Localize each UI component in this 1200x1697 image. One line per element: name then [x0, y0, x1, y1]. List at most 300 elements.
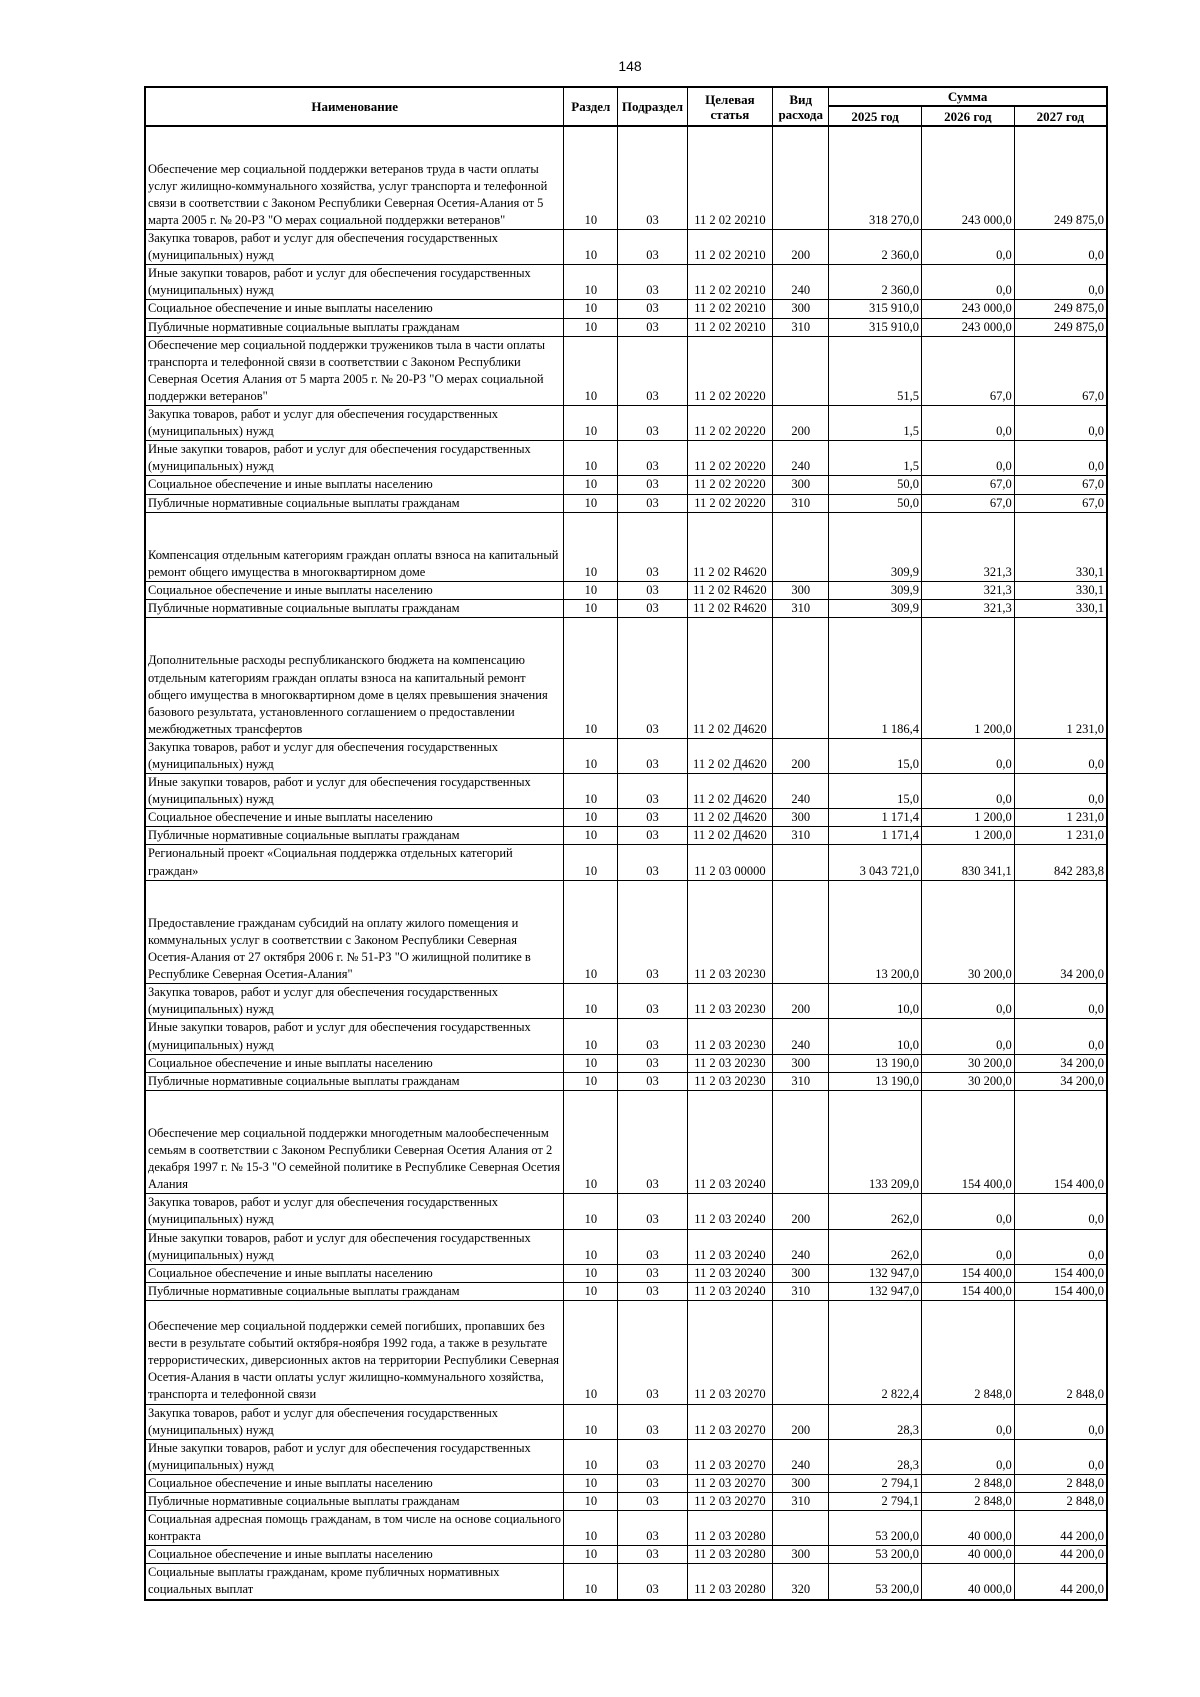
cell-sum-2027: 0,0 — [1014, 1229, 1107, 1264]
cell-sum-2027: 0,0 — [1014, 265, 1107, 300]
cell-sum-2025: 262,0 — [829, 1194, 922, 1229]
cell-sum-2025: 13 200,0 — [829, 880, 922, 984]
table-row — [145, 1546, 1107, 1564]
cell-vid-raskhoda — [773, 880, 829, 984]
header-podrazdel: Подраздел — [618, 87, 687, 126]
cell-celevaya-statya: 11 2 03 20240 — [687, 1264, 773, 1282]
cell-celevaya-statya: 11 2 03 20280 — [687, 1546, 773, 1564]
cell-sum-2026: 30 200,0 — [921, 1054, 1014, 1072]
cell-razdel: 10 — [564, 1546, 618, 1564]
cell-sum-2026: 321,3 — [921, 582, 1014, 600]
table-row — [145, 300, 1107, 318]
table-row — [145, 126, 1107, 230]
cell-sum-2027: 154 400,0 — [1014, 1090, 1107, 1194]
cell-sum-2027: 0,0 — [1014, 774, 1107, 809]
table-row — [145, 738, 1107, 773]
cell-sum-2025: 133 209,0 — [829, 1090, 922, 1194]
cell-sum-2026: 40 000,0 — [921, 1511, 1014, 1546]
cell-podrazdel: 03 — [618, 476, 687, 494]
cell-sum-2025: 2 360,0 — [829, 265, 922, 300]
cell-razdel: 10 — [564, 318, 618, 336]
cell-podrazdel: 03 — [618, 406, 687, 441]
cell-name: Социальная адресная помощь гражданам, в том числе на основе социального контракта — [145, 1511, 564, 1546]
cell-vid-raskhoda: 300 — [773, 582, 829, 600]
cell-podrazdel: 03 — [618, 1019, 687, 1054]
cell-sum-2025: 10,0 — [829, 984, 922, 1019]
cell-celevaya-statya: 11 2 03 20270 — [687, 1300, 773, 1404]
cell-podrazdel: 03 — [618, 845, 687, 880]
cell-razdel: 10 — [564, 1282, 618, 1300]
cell-sum-2025: 309,9 — [829, 582, 922, 600]
cell-name: Закупка товаров, работ и услуг для обеспечения государственных (муниципальных) нужд — [145, 1404, 564, 1439]
header-vid-raskhoda — [773, 87, 829, 126]
cell-sum-2025: 1 186,4 — [829, 618, 922, 739]
cell-celevaya-statya: 11 2 03 00000 — [687, 845, 773, 880]
cell-sum-2025: 315 910,0 — [829, 300, 922, 318]
header-vid-line2: расхода — [778, 106, 823, 122]
cell-celevaya-statya: 11 2 03 20270 — [687, 1439, 773, 1474]
cell-sum-2025: 309,9 — [829, 512, 922, 581]
cell-celevaya-statya: 11 2 02 20220 — [687, 441, 773, 476]
cell-sum-2026: 0,0 — [921, 1229, 1014, 1264]
header-year-2026: 2026 год — [921, 106, 1014, 126]
header-year-2027: 2027 год — [1014, 106, 1107, 126]
cell-sum-2025: 15,0 — [829, 738, 922, 773]
cell-vid-raskhoda: 310 — [773, 1072, 829, 1090]
cell-sum-2027: 34 200,0 — [1014, 1054, 1107, 1072]
cell-sum-2026: 243 000,0 — [921, 318, 1014, 336]
cell-vid-raskhoda: 300 — [773, 809, 829, 827]
cell-celevaya-statya: 11 2 02 Д4620 — [687, 618, 773, 739]
table-row — [145, 1493, 1107, 1511]
cell-name: Обеспечение мер социальной поддержки семей погибших, пропавших без вести в результате событий октября-ноября 1992 года, а также в результате террористических, диверсионных актов на территории Республики Северная Осетия-Алания в части оплаты услуг жилищно-коммунального хозяйства, транспорта и телефонной связи — [145, 1300, 564, 1404]
cell-podrazdel: 03 — [618, 512, 687, 581]
cell-razdel: 10 — [564, 880, 618, 984]
cell-sum-2026: 0,0 — [921, 1019, 1014, 1054]
cell-podrazdel: 03 — [618, 738, 687, 773]
cell-sum-2025: 28,3 — [829, 1439, 922, 1474]
cell-razdel: 10 — [564, 1072, 618, 1090]
cell-name: Публичные нормативные социальные выплаты гражданам — [145, 827, 564, 845]
cell-vid-raskhoda: 300 — [773, 476, 829, 494]
cell-podrazdel: 03 — [618, 1264, 687, 1282]
cell-podrazdel: 03 — [618, 1194, 687, 1229]
cell-celevaya-statya: 11 2 02 20220 — [687, 336, 773, 405]
cell-sum-2027: 1 231,0 — [1014, 618, 1107, 739]
cell-celevaya-statya: 11 2 03 20230 — [687, 1054, 773, 1072]
cell-razdel: 10 — [564, 1474, 618, 1492]
cell-sum-2025: 3 043 721,0 — [829, 845, 922, 880]
cell-razdel: 10 — [564, 1493, 618, 1511]
cell-razdel: 10 — [564, 1229, 618, 1264]
cell-celevaya-statya: 11 2 02 20210 — [687, 126, 773, 230]
table-row — [145, 1404, 1107, 1439]
cell-sum-2027: 34 200,0 — [1014, 880, 1107, 984]
cell-sum-2025: 315 910,0 — [829, 318, 922, 336]
cell-vid-raskhoda — [773, 1090, 829, 1194]
cell-sum-2025: 10,0 — [829, 1019, 922, 1054]
cell-vid-raskhoda: 310 — [773, 1493, 829, 1511]
cell-vid-raskhoda — [773, 1300, 829, 1404]
cell-name: Социальное обеспечение и иные выплаты населению — [145, 300, 564, 318]
table-row — [145, 809, 1107, 827]
cell-sum-2025: 309,9 — [829, 600, 922, 618]
cell-celevaya-statya: 11 2 03 20270 — [687, 1474, 773, 1492]
cell-sum-2026: 0,0 — [921, 738, 1014, 773]
cell-sum-2026: 0,0 — [921, 1194, 1014, 1229]
cell-sum-2027: 44 200,0 — [1014, 1564, 1107, 1600]
cell-razdel: 10 — [564, 582, 618, 600]
cell-vid-raskhoda: 200 — [773, 738, 829, 773]
cell-sum-2026: 321,3 — [921, 512, 1014, 581]
cell-vid-raskhoda: 240 — [773, 1229, 829, 1264]
table-row — [145, 230, 1107, 265]
cell-name: Закупка товаров, работ и услуг для обеспечения государственных (муниципальных) нужд — [145, 738, 564, 773]
cell-razdel: 10 — [564, 126, 618, 230]
table-header — [145, 87, 1107, 126]
cell-vid-raskhoda: 200 — [773, 230, 829, 265]
cell-vid-raskhoda: 200 — [773, 406, 829, 441]
cell-celevaya-statya: 11 2 03 20240 — [687, 1282, 773, 1300]
cell-name: Социальное обеспечение и иные выплаты населению — [145, 476, 564, 494]
cell-name: Дополнительные расходы республиканского бюджета на компенсацию отдельным категориям граждан оплаты взноса на капитальный ремонт общего имущества в многоквартирном доме в целях превышения значения базового результата, установленного соглашением о предоставлении межбюджетных трансфертов — [145, 618, 564, 739]
cell-podrazdel: 03 — [618, 600, 687, 618]
cell-vid-raskhoda: 300 — [773, 1054, 829, 1072]
cell-name: Иные закупки товаров, работ и услуг для обеспечения государственных (муниципальных) нужд — [145, 1439, 564, 1474]
cell-celevaya-statya: 11 2 02 20220 — [687, 494, 773, 512]
cell-sum-2027: 0,0 — [1014, 406, 1107, 441]
cell-razdel: 10 — [564, 738, 618, 773]
cell-podrazdel: 03 — [618, 300, 687, 318]
table-row — [145, 318, 1107, 336]
cell-razdel: 10 — [564, 512, 618, 581]
cell-sum-2027: 330,1 — [1014, 582, 1107, 600]
cell-razdel: 10 — [564, 476, 618, 494]
table-row — [145, 774, 1107, 809]
cell-sum-2027: 2 848,0 — [1014, 1493, 1107, 1511]
cell-sum-2026: 0,0 — [921, 774, 1014, 809]
cell-sum-2026: 0,0 — [921, 1404, 1014, 1439]
cell-sum-2026: 1 200,0 — [921, 618, 1014, 739]
cell-celevaya-statya: 11 2 03 20280 — [687, 1511, 773, 1546]
cell-name: Социальное обеспечение и иные выплаты населению — [145, 582, 564, 600]
table-row — [145, 1072, 1107, 1090]
cell-razdel: 10 — [564, 441, 618, 476]
cell-sum-2025: 53 200,0 — [829, 1564, 922, 1600]
cell-sum-2027: 34 200,0 — [1014, 1072, 1107, 1090]
cell-name: Публичные нормативные социальные выплаты гражданам — [145, 1493, 564, 1511]
cell-sum-2026: 830 341,1 — [921, 845, 1014, 880]
cell-podrazdel: 03 — [618, 336, 687, 405]
cell-sum-2025: 13 190,0 — [829, 1072, 922, 1090]
cell-name: Региональный проект «Социальная поддержка отдельных категорий граждан» — [145, 845, 564, 880]
cell-sum-2025: 262,0 — [829, 1229, 922, 1264]
table-body — [145, 126, 1107, 1600]
table-row — [145, 265, 1107, 300]
cell-name: Компенсация отдельным категориям граждан оплаты взноса на капитальный ремонт общего имущества в многоквартирном доме — [145, 512, 564, 581]
cell-razdel: 10 — [564, 1439, 618, 1474]
cell-vid-raskhoda: 300 — [773, 1264, 829, 1282]
cell-sum-2027: 44 200,0 — [1014, 1511, 1107, 1546]
cell-sum-2025: 13 190,0 — [829, 1054, 922, 1072]
cell-name: Социальное обеспечение и иные выплаты населению — [145, 809, 564, 827]
cell-celevaya-statya: 11 2 03 20270 — [687, 1404, 773, 1439]
cell-name: Закупка товаров, работ и услуг для обеспечения государственных (муниципальных) нужд — [145, 230, 564, 265]
cell-sum-2025: 15,0 — [829, 774, 922, 809]
cell-vid-raskhoda: 310 — [773, 318, 829, 336]
cell-razdel: 10 — [564, 618, 618, 739]
cell-sum-2027: 67,0 — [1014, 494, 1107, 512]
cell-name: Иные закупки товаров, работ и услуг для обеспечения государственных (муниципальных) нужд — [145, 1229, 564, 1264]
cell-name: Предоставление гражданам субсидий на оплату жилого помещения и коммунальных услуг в соответствии с Законом Республики Северная Осетия-Алания от 27 октября 2006 г. № 51-РЗ "О жилищной политике в Республике Северная Осетия-Алания" — [145, 880, 564, 984]
header-celevaya-line1: Целевая — [705, 91, 755, 107]
cell-vid-raskhoda: 200 — [773, 1404, 829, 1439]
cell-name: Иные закупки товаров, работ и услуг для обеспечения государственных (муниципальных) нужд — [145, 1019, 564, 1054]
cell-razdel: 10 — [564, 336, 618, 405]
table-row — [145, 1282, 1107, 1300]
cell-vid-raskhoda: 310 — [773, 494, 829, 512]
cell-podrazdel: 03 — [618, 1229, 687, 1264]
cell-sum-2026: 0,0 — [921, 1439, 1014, 1474]
cell-sum-2027: 0,0 — [1014, 738, 1107, 773]
cell-celevaya-statya: 11 2 02 20210 — [687, 230, 773, 265]
cell-sum-2026: 2 848,0 — [921, 1474, 1014, 1492]
table-row — [145, 441, 1107, 476]
table-row — [145, 406, 1107, 441]
cell-name: Социальное обеспечение и иные выплаты населению — [145, 1054, 564, 1072]
cell-razdel: 10 — [564, 494, 618, 512]
cell-sum-2027: 249 875,0 — [1014, 300, 1107, 318]
cell-razdel: 10 — [564, 1564, 618, 1600]
cell-sum-2027: 2 848,0 — [1014, 1474, 1107, 1492]
cell-vid-raskhoda — [773, 1511, 829, 1546]
cell-celevaya-statya: 11 2 02 Д4620 — [687, 827, 773, 845]
cell-sum-2025: 28,3 — [829, 1404, 922, 1439]
table-row — [145, 1194, 1107, 1229]
cell-podrazdel: 03 — [618, 809, 687, 827]
cell-podrazdel: 03 — [618, 582, 687, 600]
table-row — [145, 880, 1107, 984]
cell-sum-2026: 154 400,0 — [921, 1090, 1014, 1194]
cell-sum-2025: 2 822,4 — [829, 1300, 922, 1404]
cell-sum-2025: 53 200,0 — [829, 1511, 922, 1546]
cell-celevaya-statya: 11 2 03 20240 — [687, 1090, 773, 1194]
cell-podrazdel: 03 — [618, 1546, 687, 1564]
cell-sum-2026: 154 400,0 — [921, 1282, 1014, 1300]
table-row — [145, 1300, 1107, 1404]
cell-razdel: 10 — [564, 600, 618, 618]
cell-sum-2027: 67,0 — [1014, 336, 1107, 405]
table-row — [145, 512, 1107, 581]
cell-sum-2025: 1 171,4 — [829, 827, 922, 845]
cell-sum-2025: 132 947,0 — [829, 1282, 922, 1300]
cell-sum-2025: 2 360,0 — [829, 230, 922, 265]
cell-name: Закупка товаров, работ и услуг для обеспечения государственных (муниципальных) нужд — [145, 1194, 564, 1229]
cell-sum-2027: 249 875,0 — [1014, 318, 1107, 336]
cell-podrazdel: 03 — [618, 1493, 687, 1511]
cell-sum-2025: 1 171,4 — [829, 809, 922, 827]
cell-sum-2027: 0,0 — [1014, 984, 1107, 1019]
budget-table — [144, 86, 1108, 1601]
cell-sum-2026: 243 000,0 — [921, 300, 1014, 318]
cell-podrazdel: 03 — [618, 265, 687, 300]
table-row — [145, 476, 1107, 494]
cell-name: Закупка товаров, работ и услуг для обеспечения государственных (муниципальных) нужд — [145, 406, 564, 441]
cell-vid-raskhoda: 300 — [773, 1546, 829, 1564]
cell-podrazdel: 03 — [618, 230, 687, 265]
cell-name: Публичные нормативные социальные выплаты гражданам — [145, 1282, 564, 1300]
cell-sum-2027: 154 400,0 — [1014, 1282, 1107, 1300]
cell-sum-2027: 330,1 — [1014, 600, 1107, 618]
cell-celevaya-statya: 11 2 02 20210 — [687, 265, 773, 300]
table-row — [145, 1054, 1107, 1072]
cell-podrazdel: 03 — [618, 1090, 687, 1194]
cell-sum-2027: 1 231,0 — [1014, 827, 1107, 845]
cell-podrazdel: 03 — [618, 494, 687, 512]
cell-razdel: 10 — [564, 827, 618, 845]
cell-name: Публичные нормативные социальные выплаты гражданам — [145, 318, 564, 336]
table-row — [145, 1439, 1107, 1474]
cell-razdel: 10 — [564, 230, 618, 265]
cell-sum-2026: 40 000,0 — [921, 1546, 1014, 1564]
cell-sum-2025: 2 794,1 — [829, 1474, 922, 1492]
cell-vid-raskhoda: 240 — [773, 774, 829, 809]
cell-podrazdel: 03 — [618, 1300, 687, 1404]
cell-sum-2026: 0,0 — [921, 230, 1014, 265]
cell-celevaya-statya: 11 2 03 20270 — [687, 1493, 773, 1511]
cell-celevaya-statya: 11 2 02 20210 — [687, 318, 773, 336]
cell-sum-2026: 40 000,0 — [921, 1564, 1014, 1600]
header-razdel: Раздел — [564, 87, 618, 126]
cell-celevaya-statya: 11 2 02 20220 — [687, 406, 773, 441]
cell-podrazdel: 03 — [618, 318, 687, 336]
cell-razdel: 10 — [564, 1054, 618, 1072]
cell-podrazdel: 03 — [618, 1404, 687, 1439]
cell-vid-raskhoda: 200 — [773, 984, 829, 1019]
cell-celevaya-statya: 11 2 02 R4620 — [687, 582, 773, 600]
cell-sum-2027: 154 400,0 — [1014, 1264, 1107, 1282]
cell-vid-raskhoda: 240 — [773, 265, 829, 300]
cell-vid-raskhoda — [773, 126, 829, 230]
cell-vid-raskhoda: 300 — [773, 1474, 829, 1492]
cell-sum-2027: 67,0 — [1014, 476, 1107, 494]
cell-razdel: 10 — [564, 1019, 618, 1054]
cell-sum-2026: 2 848,0 — [921, 1300, 1014, 1404]
cell-celevaya-statya: 11 2 02 20210 — [687, 300, 773, 318]
cell-razdel: 10 — [564, 1300, 618, 1404]
cell-sum-2026: 0,0 — [921, 984, 1014, 1019]
cell-sum-2027: 842 283,8 — [1014, 845, 1107, 880]
cell-name: Обеспечение мер социальной поддержки многодетным малообеспеченным семьям в соответствии с Законом Республики Северная Осетия Алания от 2 декабря 1997 г. № 15-З "О семейной политике в Республике Северная Осетия Алания — [145, 1090, 564, 1194]
table-row — [145, 336, 1107, 405]
table-row — [145, 494, 1107, 512]
cell-sum-2026: 243 000,0 — [921, 126, 1014, 230]
cell-vid-raskhoda: 240 — [773, 441, 829, 476]
cell-razdel: 10 — [564, 406, 618, 441]
cell-celevaya-statya: 11 2 03 20230 — [687, 1072, 773, 1090]
cell-name: Публичные нормативные социальные выплаты гражданам — [145, 600, 564, 618]
cell-podrazdel: 03 — [618, 984, 687, 1019]
cell-vid-raskhoda: 240 — [773, 1439, 829, 1474]
header-vid-line1: Вид — [789, 91, 813, 107]
cell-sum-2026: 0,0 — [921, 406, 1014, 441]
cell-celevaya-statya: 11 2 03 20280 — [687, 1564, 773, 1600]
cell-razdel: 10 — [564, 1264, 618, 1282]
cell-razdel: 10 — [564, 265, 618, 300]
cell-sum-2025: 1,5 — [829, 441, 922, 476]
cell-razdel: 10 — [564, 809, 618, 827]
cell-sum-2026: 1 200,0 — [921, 827, 1014, 845]
cell-sum-2027: 0,0 — [1014, 1019, 1107, 1054]
cell-sum-2025: 50,0 — [829, 494, 922, 512]
cell-podrazdel: 03 — [618, 126, 687, 230]
table-row — [145, 618, 1107, 739]
cell-sum-2027: 0,0 — [1014, 230, 1107, 265]
cell-name: Социальное обеспечение и иные выплаты населению — [145, 1474, 564, 1492]
cell-sum-2025: 50,0 — [829, 476, 922, 494]
cell-sum-2026: 154 400,0 — [921, 1264, 1014, 1282]
table-row — [145, 600, 1107, 618]
table-row — [145, 1511, 1107, 1546]
cell-razdel: 10 — [564, 1511, 618, 1546]
cell-razdel: 10 — [564, 845, 618, 880]
cell-sum-2027: 0,0 — [1014, 441, 1107, 476]
cell-name: Социальные выплаты гражданам, кроме публичных нормативных социальных выплат — [145, 1564, 564, 1600]
cell-podrazdel: 03 — [618, 774, 687, 809]
cell-razdel: 10 — [564, 1194, 618, 1229]
cell-name: Иные закупки товаров, работ и услуг для обеспечения государственных (муниципальных) нужд — [145, 774, 564, 809]
cell-razdel: 10 — [564, 300, 618, 318]
cell-vid-raskhoda: 300 — [773, 300, 829, 318]
table-row — [145, 1264, 1107, 1282]
header-celevaya-line2: статья — [710, 106, 750, 122]
header-name: Наименование — [145, 87, 564, 126]
cell-vid-raskhoda — [773, 336, 829, 405]
cell-name: Публичные нормативные социальные выплаты гражданам — [145, 1072, 564, 1090]
cell-razdel: 10 — [564, 1090, 618, 1194]
cell-podrazdel: 03 — [618, 1072, 687, 1090]
table-row — [145, 845, 1107, 880]
cell-podrazdel: 03 — [618, 880, 687, 984]
cell-sum-2027: 330,1 — [1014, 512, 1107, 581]
cell-vid-raskhoda: 320 — [773, 1564, 829, 1600]
cell-sum-2027: 0,0 — [1014, 1404, 1107, 1439]
header-summa: Сумма — [829, 87, 1107, 106]
cell-vid-raskhoda: 200 — [773, 1194, 829, 1229]
table-row — [145, 1474, 1107, 1492]
cell-podrazdel: 03 — [618, 827, 687, 845]
table-row — [145, 582, 1107, 600]
cell-vid-raskhoda: 310 — [773, 1282, 829, 1300]
cell-celevaya-statya: 11 2 03 20240 — [687, 1229, 773, 1264]
cell-celevaya-statya: 11 2 02 20220 — [687, 476, 773, 494]
cell-sum-2027: 1 231,0 — [1014, 809, 1107, 827]
cell-sum-2027: 0,0 — [1014, 1439, 1107, 1474]
cell-podrazdel: 03 — [618, 1282, 687, 1300]
cell-podrazdel: 03 — [618, 1564, 687, 1600]
cell-celevaya-statya: 11 2 02 Д4620 — [687, 738, 773, 773]
cell-sum-2026: 67,0 — [921, 494, 1014, 512]
cell-name: Обеспечение мер социальной поддержки тружеников тыла в части оплаты транспорта и телефонной связи в соответствии с Законом Республики Северная Осетия Алания от 5 марта 2005 г. № 20-РЗ "О мерах социальной поддержки ветеранов" — [145, 336, 564, 405]
header-celevaya-statya — [687, 87, 773, 126]
cell-sum-2027: 249 875,0 — [1014, 126, 1107, 230]
cell-name: Иные закупки товаров, работ и услуг для обеспечения государственных (муниципальных) нужд — [145, 265, 564, 300]
cell-podrazdel: 03 — [618, 1054, 687, 1072]
cell-celevaya-statya: 11 2 02 R4620 — [687, 600, 773, 618]
cell-sum-2026: 2 848,0 — [921, 1493, 1014, 1511]
cell-celevaya-statya: 11 2 03 20230 — [687, 1019, 773, 1054]
header-year-2025: 2025 год — [829, 106, 922, 126]
